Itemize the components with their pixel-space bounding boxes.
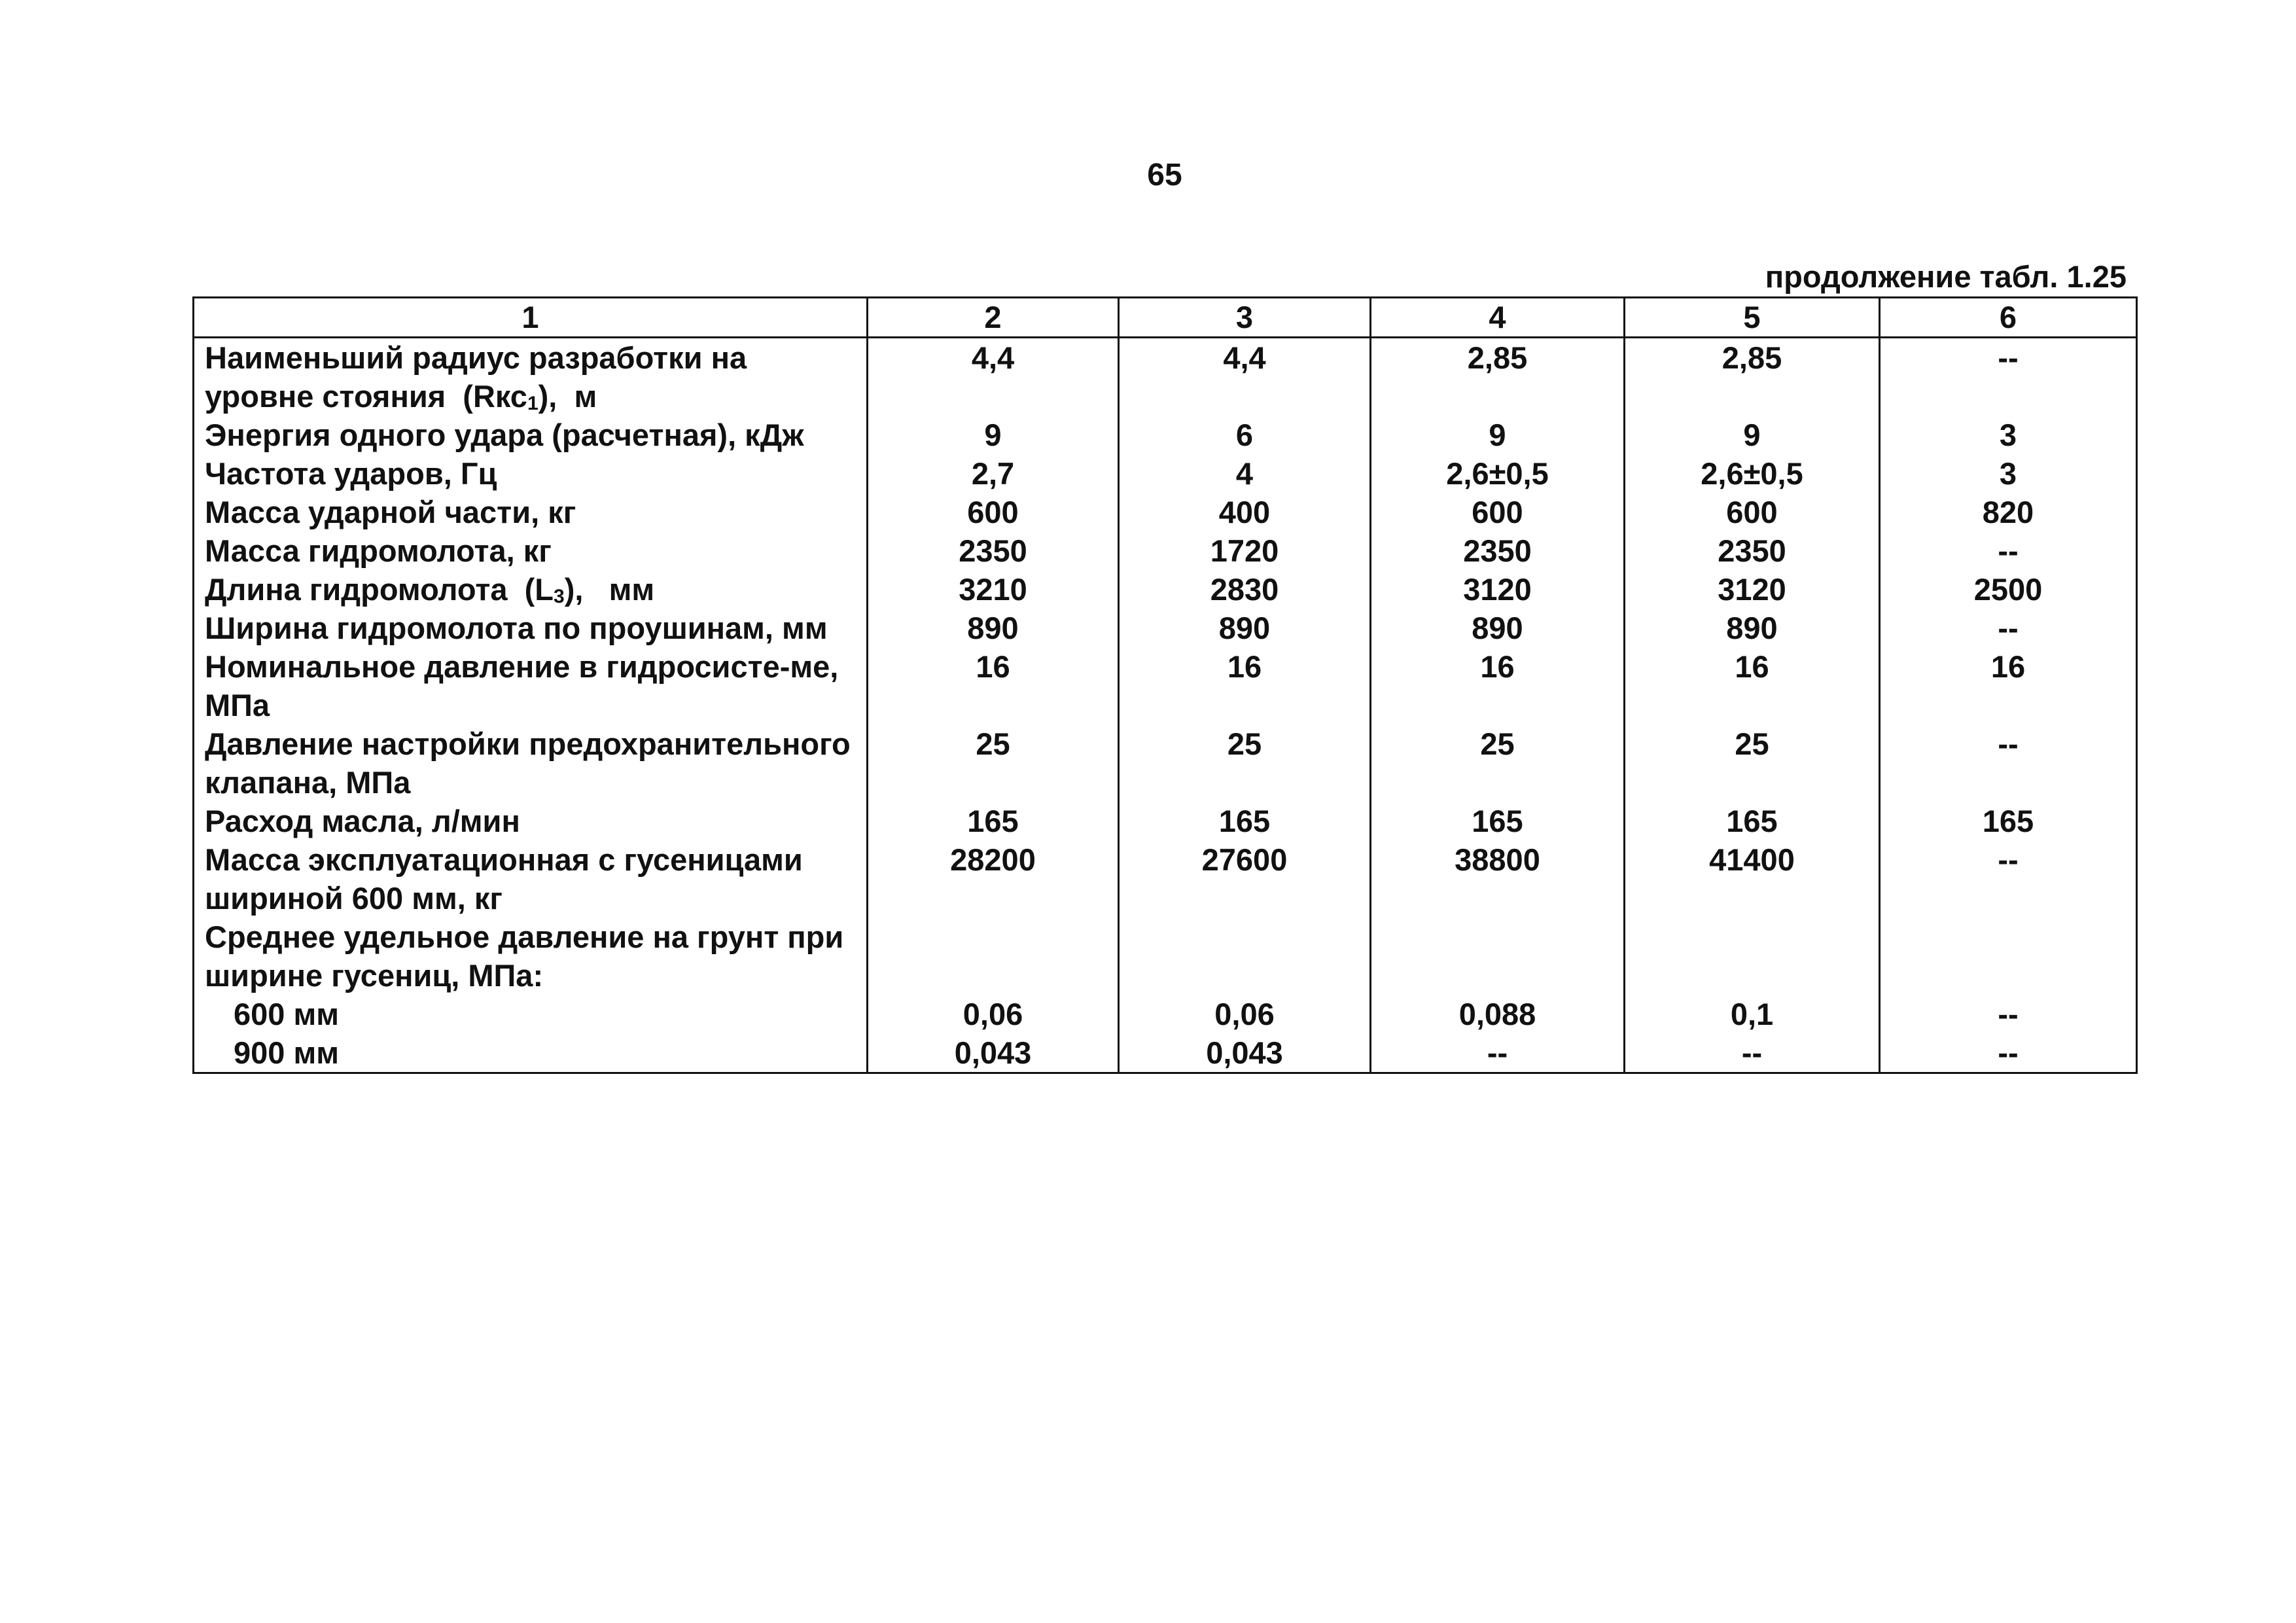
cell-value: 25 — [868, 724, 1119, 802]
cell-value: 600 — [868, 493, 1119, 531]
cell-value: 3 — [1880, 416, 2137, 454]
table-row — [194, 802, 2137, 840]
cell-value — [1119, 918, 1371, 995]
cell-value: 3 — [1880, 454, 2137, 493]
cell-value: 890 — [1371, 609, 1625, 647]
table-row — [194, 531, 2137, 570]
cell-value: 0,06 — [868, 995, 1119, 1033]
cell-value: 165 — [1625, 802, 1880, 840]
cell-value: 41400 — [1625, 840, 1880, 918]
column-header: 1 — [194, 298, 868, 338]
row-label: Наименьший радиус разработки на уровне стояния (Rкс$_1$), м — [194, 338, 868, 416]
cell-value — [1625, 918, 1880, 995]
cell-value: 0,043 — [1119, 1033, 1371, 1073]
row-label: Ширина гидромолота по проушинам, мм — [194, 609, 868, 647]
table-row — [194, 1033, 2137, 1073]
cell-value: 16 — [1119, 647, 1371, 724]
cell-value: 165 — [1880, 802, 2137, 840]
table-row — [194, 840, 2137, 918]
row-label: Длина гидромолота $(L_3)$, мм — [194, 570, 868, 609]
cell-value — [868, 918, 1119, 995]
row-label: Масса ударной части, кг — [194, 493, 868, 531]
cell-value: 165 — [1119, 802, 1371, 840]
cell-value: -- — [1371, 1033, 1625, 1073]
row-label: Номинальное давление в гидросисте-ме, МПа — [194, 647, 868, 724]
cell-value: 820 — [1880, 493, 2137, 531]
column-header: 6 — [1880, 298, 2137, 338]
table-row — [194, 918, 2137, 995]
cell-value: 3210 — [868, 570, 1119, 609]
cell-value: 2,6±0,5 — [1625, 454, 1880, 493]
table-row — [194, 995, 2137, 1033]
table-row — [194, 454, 2137, 493]
table-continuation-caption: продолжение табл. 1.25 — [1765, 259, 2127, 294]
cell-value: 890 — [868, 609, 1119, 647]
cell-value: 9 — [868, 416, 1119, 454]
cell-value: 165 — [1371, 802, 1625, 840]
cell-value: -- — [1880, 531, 2137, 570]
cell-value: 16 — [868, 647, 1119, 724]
table-row — [194, 724, 2137, 802]
cell-value: 0,06 — [1119, 995, 1371, 1033]
cell-value: 0,1 — [1625, 995, 1880, 1033]
cell-value: -- — [1880, 609, 2137, 647]
cell-value: 4,4 — [1119, 338, 1371, 416]
cell-value: -- — [1880, 1033, 2137, 1073]
cell-value: 25 — [1625, 724, 1880, 802]
table-row — [194, 570, 2137, 609]
row-label: Среднее удельное давление на грунт при ширине гусениц, МПа: — [194, 918, 868, 995]
cell-value: 16 — [1371, 647, 1625, 724]
specification-table — [192, 296, 2138, 1074]
row-label: Масса гидромолота, кг — [194, 531, 868, 570]
cell-value: 2350 — [1371, 531, 1625, 570]
cell-value: -- — [1880, 995, 2137, 1033]
table-row — [194, 416, 2137, 454]
column-header: 2 — [868, 298, 1119, 338]
row-label: Энергия одного удара (расчетная), кДж — [194, 416, 868, 454]
cell-value: 25 — [1371, 724, 1625, 802]
table-body — [194, 338, 2137, 1073]
cell-value: 28200 — [868, 840, 1119, 918]
cell-value: 2830 — [1119, 570, 1371, 609]
cell-value: 2,85 — [1371, 338, 1625, 416]
cell-value: -- — [1880, 338, 2137, 416]
table-row — [194, 609, 2137, 647]
cell-value: 4,4 — [868, 338, 1119, 416]
row-label: Давление настройки предохранительного клапана, МПа — [194, 724, 868, 802]
cell-value: -- — [1880, 724, 2137, 802]
cell-value: 400 — [1119, 493, 1371, 531]
row-label: 600 мм — [194, 995, 868, 1033]
column-header: 3 — [1119, 298, 1371, 338]
row-label: Масса эксплуатационная с гусеницами шириной 600 мм, кг — [194, 840, 868, 918]
cell-value: 2,7 — [868, 454, 1119, 493]
cell-value: 4 — [1119, 454, 1371, 493]
cell-value: 2,6±0,5 — [1371, 454, 1625, 493]
table-row — [194, 493, 2137, 531]
cell-value: 6 — [1119, 416, 1371, 454]
cell-value: 25 — [1119, 724, 1371, 802]
column-header: 5 — [1625, 298, 1880, 338]
cell-value: 27600 — [1119, 840, 1371, 918]
column-header: 4 — [1371, 298, 1625, 338]
header-row — [194, 298, 2137, 338]
cell-value: -- — [1625, 1033, 1880, 1073]
page-number: 65 — [1147, 158, 1182, 192]
table-row — [194, 338, 2137, 416]
row-label: Частота ударов, Гц — [194, 454, 868, 493]
cell-value: 16 — [1625, 647, 1880, 724]
cell-value: 600 — [1371, 493, 1625, 531]
cell-value: 890 — [1119, 609, 1371, 647]
cell-value: 3120 — [1625, 570, 1880, 609]
row-label: Расход масла, л/мин — [194, 802, 868, 840]
cell-value: 0,043 — [868, 1033, 1119, 1073]
cell-value: 1720 — [1119, 531, 1371, 570]
cell-value: 38800 — [1371, 840, 1625, 918]
cell-value: 9 — [1371, 416, 1625, 454]
cell-value: 3120 — [1371, 570, 1625, 609]
cell-value: 2,85 — [1625, 338, 1880, 416]
cell-value: 2350 — [1625, 531, 1880, 570]
cell-value: -- — [1880, 840, 2137, 918]
cell-value: 0,088 — [1371, 995, 1625, 1033]
cell-value: 2500 — [1880, 570, 2137, 609]
row-label: 900 мм — [194, 1033, 868, 1073]
cell-value: 600 — [1625, 493, 1880, 531]
cell-value: 16 — [1880, 647, 2137, 724]
cell-value — [1880, 918, 2137, 995]
cell-value — [1371, 918, 1625, 995]
cell-value: 2350 — [868, 531, 1119, 570]
cell-value: 890 — [1625, 609, 1880, 647]
cell-value: 9 — [1625, 416, 1880, 454]
cell-value: 165 — [868, 802, 1119, 840]
table-row — [194, 647, 2137, 724]
